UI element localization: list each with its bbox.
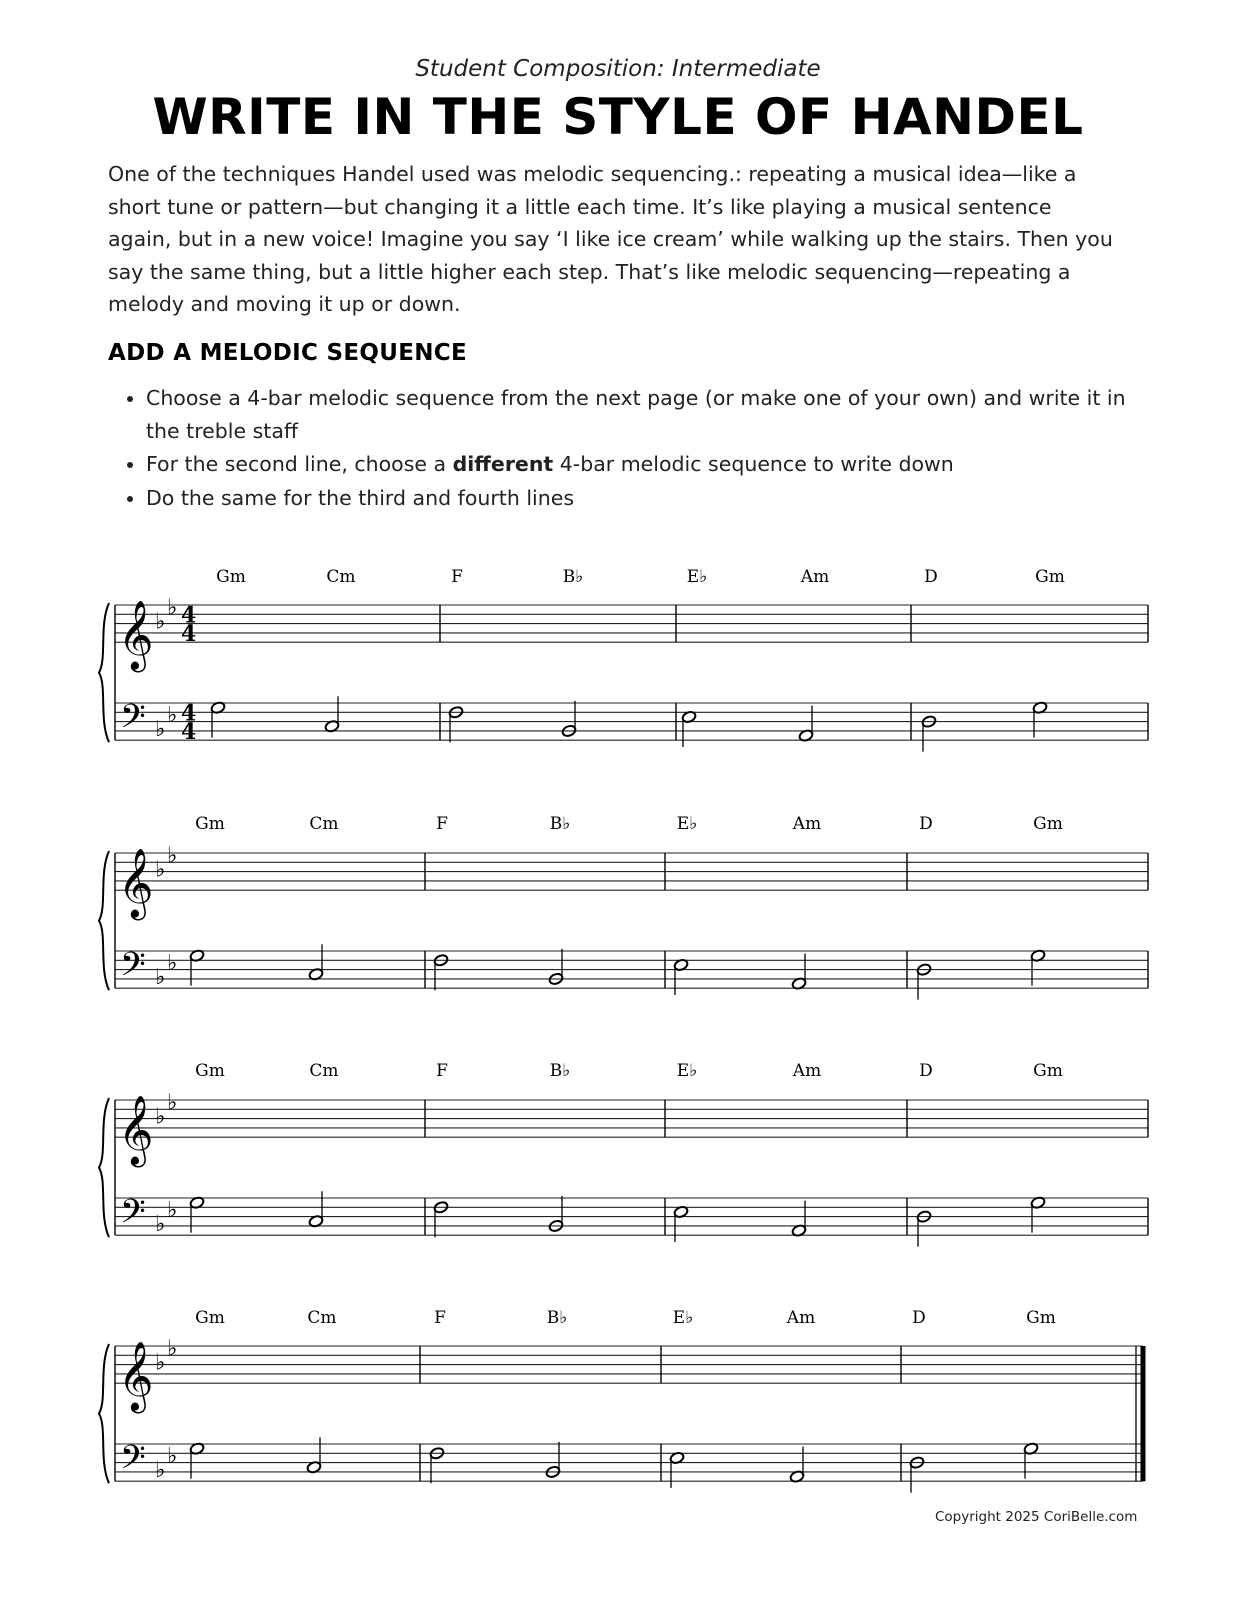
chord-symbol: F [436,814,448,834]
chord-symbol: D [919,814,933,834]
chord-symbol: E♭ [676,814,698,834]
treble-clef-icon: 𝄞 [118,600,154,671]
chord-symbol: Am [786,1308,816,1328]
flat-icon: ♭ [155,716,166,742]
chord-symbol: B♭ [549,1061,571,1081]
chord-symbol: Am [792,1061,822,1081]
grand-staff-system [99,1061,1148,1247]
time-signature-bottom: 4 [181,719,197,746]
chord-symbol: Am [792,814,822,834]
instruction-item: • Choose a 4-bar melodic sequence from the next page (or make one of your own) and write it in the treble staff [146,382,1126,448]
page-title: WRITE IN THE STYLE OF HANDEL [152,88,1084,146]
chord-symbol: Cm [309,1061,339,1081]
chord-symbol: F [434,1308,446,1328]
chord-symbol: Gm [1033,814,1063,834]
brace [99,1098,109,1237]
treble-clef-icon: 𝄞 [118,848,154,919]
chord-symbol: E♭ [686,567,708,587]
chord-symbol: Gm [216,567,246,587]
time-signature-top: 4 [181,700,197,727]
flat-icon: ♭ [155,1211,166,1237]
chord-symbol: E♭ [676,1061,698,1081]
flat-icon: ♭ [167,843,178,869]
flat-icon: ♭ [155,609,166,635]
flat-icon: ♭ [155,857,166,883]
chord-symbol: Gm [195,1061,225,1081]
intro-paragraph: One of the techniques Handel used was melodic sequencing.: repeating a musical idea—like a short tune or pattern—but changing it a little each time. It’s like playing a musical sentence again, but in a new voice! Imagine you say ‘I like ice cream’ while walking up the stairs. Then you say the same thing, but a little higher each step. That’s like melodic sequencing—repeating a melody and moving it up or down. [108,162,1113,316]
chord-symbol: D [919,1061,933,1081]
chord-symbol: Gm [195,1308,225,1328]
chord-symbol: Cm [326,567,356,587]
flat-icon: ♭ [155,964,166,990]
brace [99,603,109,742]
brace [99,851,109,990]
chord-symbol: Gm [195,814,225,834]
copyright-notice: Copyright 2025 CoriBelle.com [935,1509,1138,1525]
time-signature-top: 4 [181,602,197,629]
chord-symbol: E♭ [672,1308,694,1328]
chord-symbol: F [436,1061,448,1081]
instruction-emphasis: different [452,452,554,476]
page-subtitle: Student Composition: Intermediate [415,56,821,82]
flat-icon: ♭ [167,1443,178,1469]
treble-clef-icon: 𝄞 [118,1341,154,1412]
instruction-text: 4-bar melodic sequence to write down [553,452,954,476]
chord-symbol: B♭ [549,814,571,834]
chord-symbol: Gm [1033,1061,1063,1081]
chord-symbol: B♭ [562,567,584,587]
time-signature-bottom: 4 [181,621,197,648]
flat-icon: ♭ [167,1090,178,1116]
grand-staff-system [99,567,1148,752]
instruction-text: For the second line, choose a [146,452,453,476]
chord-symbol: B♭ [546,1308,568,1328]
chord-symbol: Gm [1035,567,1065,587]
chord-symbol: D [924,567,938,587]
treble-clef-icon: 𝄞 [118,1095,154,1166]
grand-staff-system [99,814,1148,1000]
bass-clef-icon: 𝄢 [120,1438,146,1485]
section-heading: ADD A MELODIC SEQUENCE [108,340,467,366]
bass-clef-icon: 𝄢 [120,697,146,744]
flat-icon: ♭ [167,595,178,621]
chord-symbol: Gm [1026,1308,1056,1328]
chord-symbol: Cm [307,1308,337,1328]
flat-icon: ♭ [155,1457,166,1483]
instruction-item: • Do the same for the third and fourth lines [146,482,1126,516]
flat-icon: ♭ [167,702,178,728]
grand-staff-system [99,1308,1143,1493]
chord-symbol: D [912,1308,926,1328]
chord-symbol: F [451,567,463,587]
chord-symbol: Am [800,567,830,587]
bass-clef-icon: 𝄢 [120,945,146,992]
chord-symbol: Cm [309,814,339,834]
bass-clef-icon: 𝄢 [120,1192,146,1239]
flat-icon: ♭ [155,1350,166,1376]
flat-icon: ♭ [155,1104,166,1130]
flat-icon: ♭ [167,1197,178,1223]
flat-icon: ♭ [167,1336,178,1362]
flat-icon: ♭ [167,950,178,976]
brace [99,1344,109,1483]
